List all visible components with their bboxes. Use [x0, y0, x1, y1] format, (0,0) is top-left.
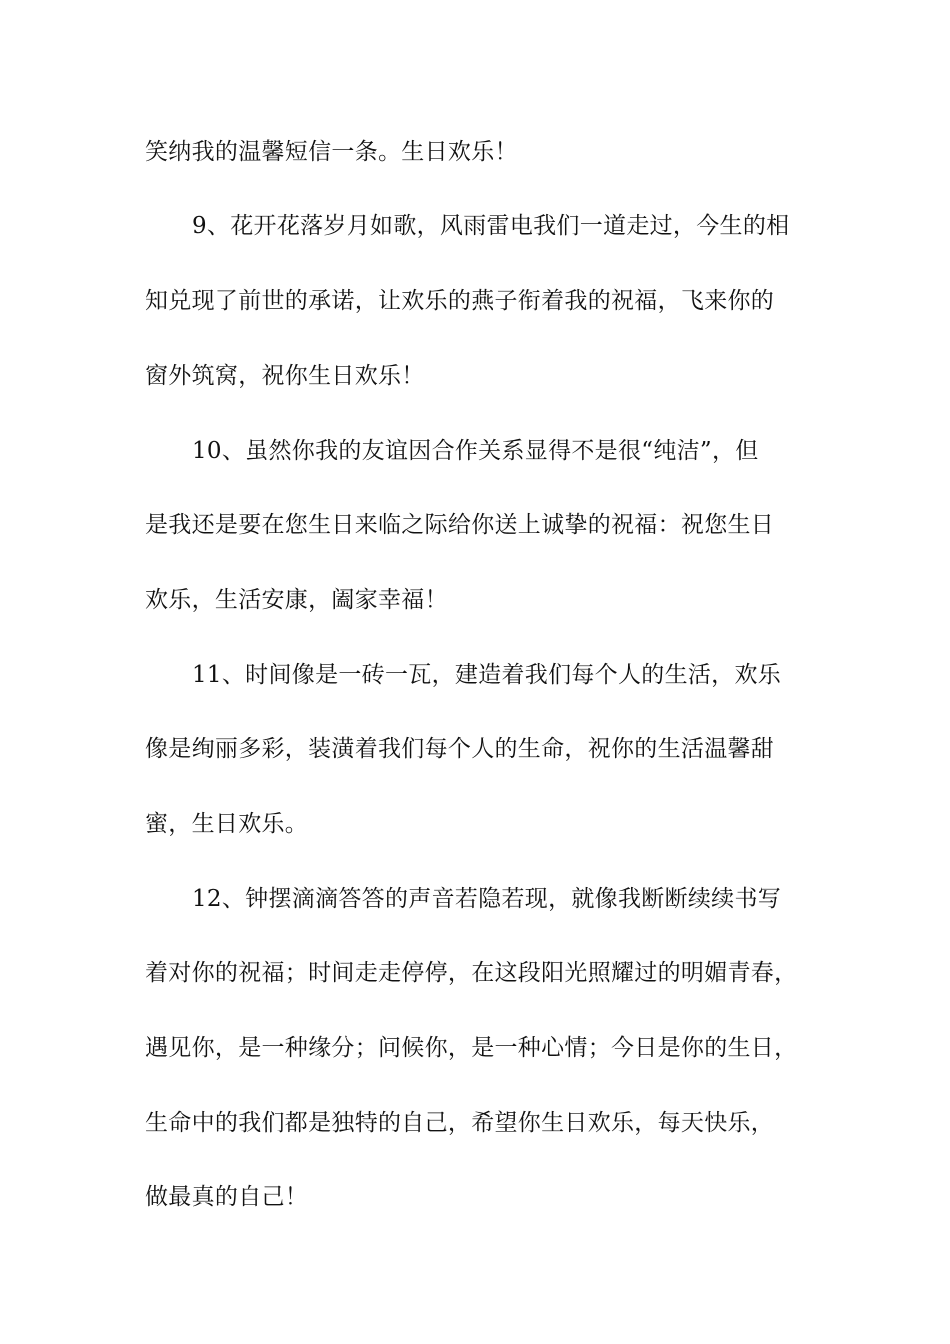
- paragraph-12-line-5: 做最真的自己！: [145, 1184, 309, 1210]
- paragraph-10-line-3: 欢乐，生活安康，阖家幸福！: [145, 587, 448, 613]
- paragraph-12-line-1: 12、钟摆滴滴答答的声音若隐若现，就像我断断续续书写: [192, 886, 782, 912]
- paragraph-9-line-3: 窗外筑窝，祝你生日欢乐！: [145, 363, 425, 389]
- paragraph-10-line-1: 10、虽然你我的友谊因合作关系显得不是很“纯洁”，但: [192, 438, 759, 464]
- paragraph-11-line-3: 蜜，生日欢乐。: [145, 811, 309, 837]
- paragraph-11-line-2: 像是绚丽多彩，装潢着我们每个人的生命，祝你的生活温馨甜: [145, 736, 775, 762]
- paragraph-9-line-1: 9、花开花落岁月如歌，风雨雷电我们一道走过，今生的相: [192, 213, 790, 239]
- paragraph-12-line-3: 遇见你，是一种缘分；问候你，是一种心情；今日是你的生日，: [145, 1035, 798, 1061]
- paragraph-12-line-2: 着对你的祝福；时间走走停停，在这段阳光照耀过的明媚青春，: [145, 960, 798, 986]
- paragraph-10-line-2: 是我还是要在您生日来临之际给你送上诚挚的祝福：祝您生日: [145, 512, 775, 538]
- paragraph-11-line-1: 11、时间像是一砖一瓦，建造着我们每个人的生活，欢乐: [192, 662, 782, 688]
- paragraph-12-line-4: 生命中的我们都是独特的自己，希望你生日欢乐，每天快乐，: [145, 1110, 775, 1136]
- text-line: 笑纳我的温馨短信一条。生日欢乐！: [145, 139, 518, 165]
- paragraph-9-line-2: 知兑现了前世的承诺，让欢乐的燕子衔着我的祝福，飞来你的: [145, 288, 775, 314]
